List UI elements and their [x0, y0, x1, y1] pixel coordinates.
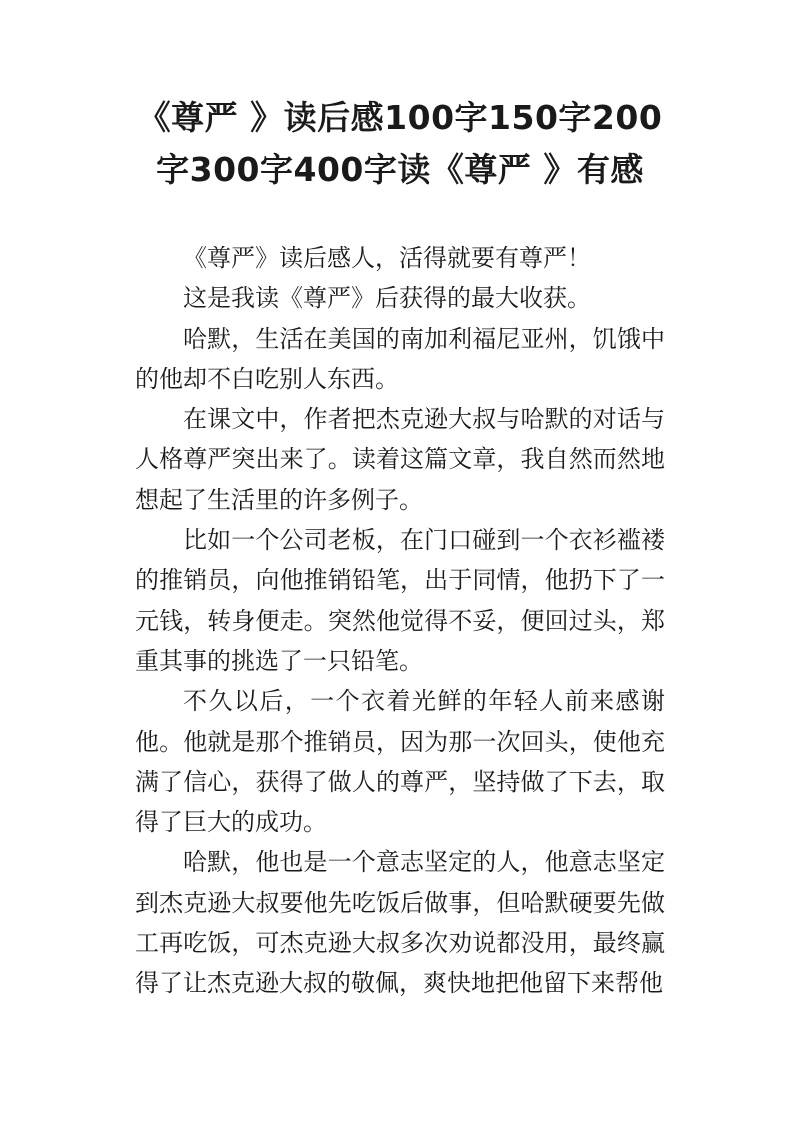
- paragraph: 哈默，他也是一个意志坚定的人，他意志坚定到杰克逊大叔要他先吃饭后做事，但哈默硬要先做工再吃饭，可杰克逊大叔多次劝说都没用，最终赢得了让杰克逊大叔的敬佩，爽快地把他留下来帮他: [135, 848, 665, 998]
- title-line-2: 字300字400字读《尊严 》有感: [156, 150, 644, 189]
- paragraph: 哈默，生活在美国的南加利福尼亚州，饥饿中的他却不白吃别人东西。: [135, 324, 665, 393]
- paragraph: 比如一个公司老板，在门口碰到一个衣衫褴褛的推销员，向他推销铅笔，出于同情，他扔下了一元钱，转身便走。突然他觉得不妥，便回过头，郑重其事的挑选了一只铅笔。: [135, 526, 665, 675]
- paragraph: 在课文中，作者把杰克逊大叔与哈默的对话与人格尊严突出来了。读着这篇文章，我自然而然地想起了生活里的许多例子。: [135, 405, 665, 514]
- paragraph: 这是我读《尊严》后获得的最大收获。: [183, 284, 591, 313]
- paragraph: 不久以后，一个衣着光鲜的年轻人前来感谢他。他就是那个推销员，因为那一次回头，使他充满了信心，获得了做人的尊严，坚持做了下去，取得了巨大的成功。: [135, 687, 665, 837]
- title-line-1: 《尊严 》读后感100字150字200: [137, 98, 663, 137]
- article-body: [135, 238, 665, 1004]
- page-title: [90, 92, 710, 196]
- paragraph: 《尊严》读后感人，活得就要有尊严！: [183, 244, 591, 272]
